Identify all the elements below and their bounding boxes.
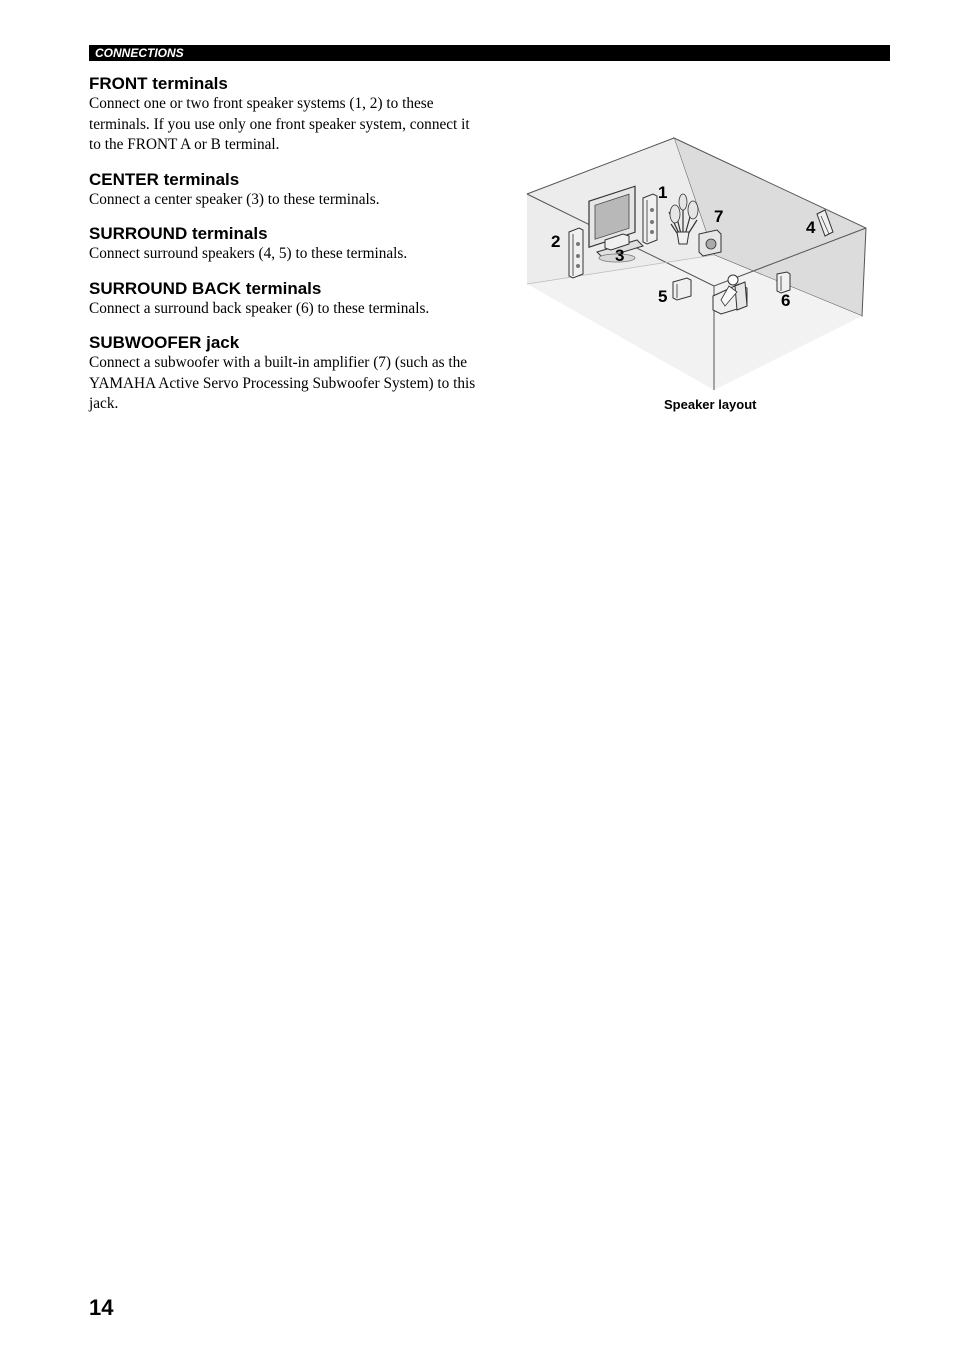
speaker-6-icon — [777, 272, 790, 293]
section-label: CONNECTIONS — [95, 46, 184, 60]
speaker-label-6: 6 — [781, 291, 791, 310]
section-surround-back-terminals — [89, 279, 484, 320]
section-body: Connect surround speakers (4, 5) to these terminals. — [89, 245, 408, 262]
section-body: Connect a surround back speaker (6) to these terminals. — [89, 299, 430, 317]
section-front-terminals — [89, 74, 484, 156]
section-body: Connect a subwoofer with a built-in amplifier (7) (such as the YAMAHA Active Servo Processing Subwoofer System) to this jack. — [89, 354, 476, 412]
speaker-label-1: 1 — [658, 183, 668, 202]
section-surround-terminals — [89, 224, 484, 265]
speaker-label-2: 2 — [551, 232, 561, 251]
room-illustration — [525, 136, 870, 396]
speaker-1-icon — [643, 194, 657, 244]
section-body: Connect one or two front speaker systems (1, 2) to these terminals. If you use only one front speaker system, connect it to the FRONT A or B terminal. — [89, 95, 470, 153]
page-number: 14 — [89, 1295, 114, 1320]
speaker-label-3: 3 — [615, 246, 625, 265]
section-body: Connect a center speaker (3) to these terminals. — [89, 190, 380, 208]
section-heading: FRONT terminals — [89, 74, 228, 93]
subwoofer-7-icon — [699, 230, 721, 256]
section-center-terminals — [89, 170, 484, 211]
section-heading: SUBWOOFER jack — [89, 333, 240, 352]
section-subwoofer-jack — [89, 333, 484, 415]
section-heading: CENTER terminals — [89, 169, 240, 189]
speaker-label-7: 7 — [714, 207, 724, 226]
speaker-label-5: 5 — [658, 287, 668, 306]
section-header-bar — [89, 45, 890, 61]
text-column — [89, 74, 484, 429]
section-heading: SURROUND BACK terminals — [89, 278, 322, 298]
speaker-layout-figure — [525, 136, 870, 396]
speaker-2-icon — [569, 228, 583, 278]
section-heading: SURROUND terminals — [89, 224, 268, 243]
speaker-5-icon — [673, 278, 691, 300]
speaker-label-4: 4 — [806, 218, 816, 237]
figure-caption: Speaker layout — [664, 397, 757, 412]
